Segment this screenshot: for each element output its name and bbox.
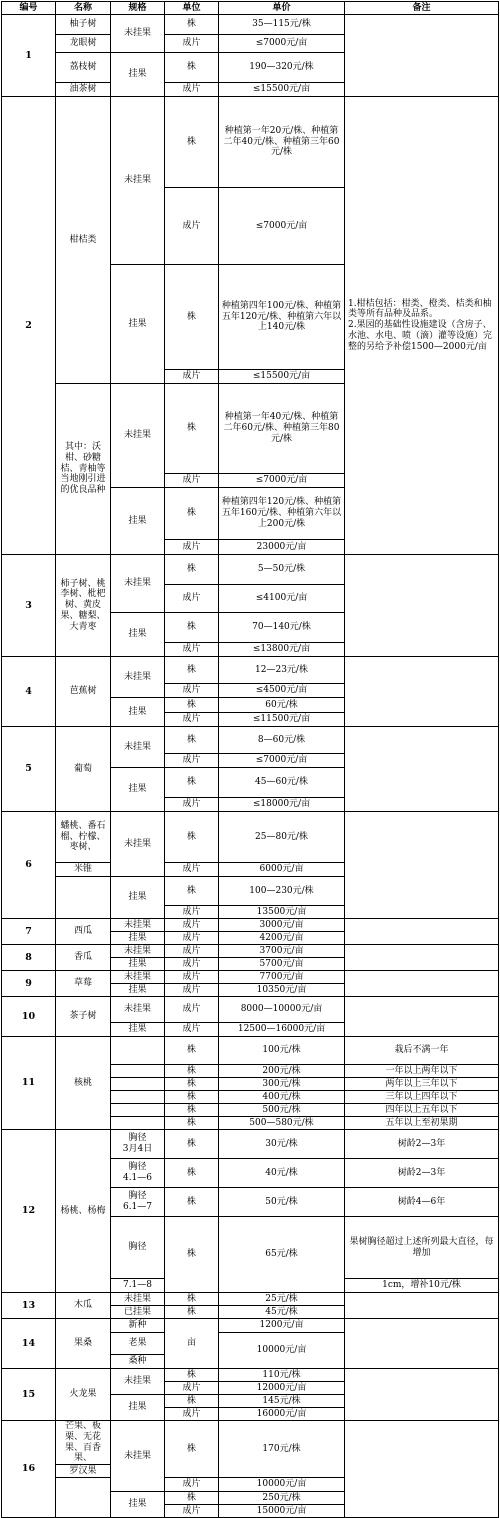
spec-cell: 未挂果 (111, 97, 165, 265)
unit-cell: 成片 (165, 984, 219, 997)
price-cell: 种植第四年100元/株、种植第五年120元/株、种植第六年以上140元/株 (219, 265, 345, 370)
note-cell: 两年以上三年以下 (345, 1078, 499, 1091)
price-cell: 250元/株 (219, 1492, 345, 1505)
unit-cell: 株 (165, 1188, 219, 1217)
table-row (2, 15, 499, 35)
unit-cell: 株 (165, 1104, 219, 1117)
spec-cell (111, 1117, 165, 1130)
price-cell: 45—60元/株 (219, 768, 345, 798)
item-name: 米锥 (56, 863, 111, 877)
spec-cell (111, 1037, 165, 1065)
table-row (2, 97, 499, 188)
spec-cell: 挂果 (111, 984, 165, 997)
note-cell: 三年以上四年以下 (345, 1091, 499, 1104)
note-cell: 五年以上至初果期 (345, 1117, 499, 1130)
spec-cell: 未挂果 (111, 384, 165, 488)
spec-cell: 未挂果 (111, 657, 165, 698)
table-row (2, 1319, 499, 1333)
note-cell (345, 15, 499, 97)
price-cell: ≤4500元/亩 (219, 684, 345, 698)
price-cell: 30元/株 (219, 1130, 345, 1159)
item-name: 柿子树、桃李树、枇杷树、黄皮果、糖梨、大青枣 (56, 555, 111, 657)
row-number: 1 (2, 15, 56, 97)
unit-cell: 株 (165, 1078, 219, 1091)
spec-cell: 挂果 (111, 1492, 165, 1518)
price-cell: 12500—16000元/亩 (219, 1023, 345, 1037)
price-cell: 100元/株 (219, 1037, 345, 1065)
spec-cell: 未挂果 (111, 1369, 165, 1395)
price-cell: 10000元/亩 (219, 1333, 345, 1369)
note-cell (345, 945, 499, 971)
price-cell: 4200元/亩 (219, 932, 345, 945)
unit-cell: 成片 (165, 932, 219, 945)
note-cell: 1cm，增补10元/株 (345, 1279, 499, 1293)
row-number: 12 (2, 1130, 56, 1293)
price-cell: ≤15500元/亩 (219, 83, 345, 97)
unit-cell: 成片 (165, 684, 219, 698)
spec-cell: 老果 (111, 1333, 165, 1355)
unit-cell: 成片 (165, 863, 219, 877)
unit-cell: 成片 (165, 474, 219, 488)
spec-cell: 挂果 (111, 768, 165, 812)
note-cell (345, 997, 499, 1037)
unit-cell: 株 (165, 877, 219, 906)
table-row (2, 555, 499, 585)
price-cell: 70—140元/株 (219, 613, 345, 643)
unit-cell: 株 (165, 1395, 219, 1408)
unit-cell: 成片 (165, 1408, 219, 1421)
unit-cell: 株 (165, 1492, 219, 1505)
unit-cell: 株 (165, 97, 219, 188)
price-cell: 12000元/亩 (219, 1382, 345, 1395)
price-cell: 15000元/亩 (219, 1505, 345, 1518)
item-name: 罗汉果 (56, 1465, 111, 1478)
row-number: 2 (2, 97, 56, 555)
header-no: 编号 (2, 2, 56, 15)
item-name: 龙眼树 (56, 35, 111, 53)
spec-cell: 未挂果 (111, 1293, 165, 1306)
unit-cell: 株 (165, 265, 219, 370)
unit-cell: 株 (165, 1217, 219, 1293)
spec-cell: 7.1—8 (111, 1279, 165, 1293)
price-cell: 25—80元/株 (219, 812, 345, 863)
price-cell: 5—50元/株 (219, 555, 345, 585)
row-number: 15 (2, 1369, 56, 1421)
price-cell: 5700元/亩 (219, 958, 345, 971)
item-name: 芭蕉树 (56, 657, 111, 727)
price-cell: ≤11500元/亩 (219, 713, 345, 727)
note-cell (345, 1369, 499, 1421)
table-row (2, 727, 499, 754)
unit-cell: 株 (165, 1306, 219, 1319)
item-name: 其中：沃柑、砂糖桔、青柚等当地刚引进的优良品种 (56, 384, 111, 555)
price-cell: 25元/株 (219, 1293, 345, 1306)
price-cell: 23000元/亩 (219, 540, 345, 555)
note-cell (345, 971, 499, 997)
spec-cell: 未挂果 (111, 1421, 165, 1492)
spec-cell: 未挂果 (111, 555, 165, 613)
spec-cell (111, 1091, 165, 1104)
item-name: 芒果、板栗、无花果、百香果、 (56, 1421, 111, 1465)
item-name: 木瓜 (56, 1293, 111, 1319)
unit-cell: 株 (165, 657, 219, 684)
price-cell: 190—320元/株 (219, 53, 345, 83)
item-name: 香瓜 (56, 945, 111, 971)
price-cell: 13500元/亩 (219, 906, 345, 919)
price-cell: 10350元/亩 (219, 984, 345, 997)
unit-cell: 成片 (165, 754, 219, 768)
price-cell: 10000元/亩 (219, 1478, 345, 1492)
table-row (2, 1369, 499, 1382)
row-number: 13 (2, 1293, 56, 1319)
unit-cell: 成片 (165, 997, 219, 1023)
unit-cell: 株 (165, 1421, 219, 1478)
spec-cell: 挂果 (111, 932, 165, 945)
item-name: 葡萄 (56, 727, 111, 812)
spec-cell: 未挂果 (111, 971, 165, 984)
item-name: 草莓 (56, 971, 111, 997)
spec-cell: 未挂果 (111, 15, 165, 53)
unit-cell: 成片 (165, 798, 219, 812)
unit-cell: 成片 (165, 35, 219, 53)
note-cell (345, 1319, 499, 1369)
spec-cell (111, 1104, 165, 1117)
note-cell (345, 812, 499, 919)
row-number: 3 (2, 555, 56, 657)
price-cell: 65元/株 (219, 1217, 345, 1293)
note-cell (345, 657, 499, 727)
row-number: 4 (2, 657, 56, 727)
spec-cell: 未挂果 (111, 812, 165, 877)
price-cell: ≤18000元/亩 (219, 798, 345, 812)
spec-cell: 挂果 (111, 877, 165, 919)
spec-cell: 未挂果 (111, 997, 165, 1023)
item-name: 茶子树 (56, 997, 111, 1037)
unit-cell: 株 (165, 53, 219, 83)
table-row (2, 997, 499, 1023)
header-spec: 规格 (111, 2, 165, 15)
item-name-blank (56, 877, 111, 919)
row-number: 8 (2, 945, 56, 971)
unit-cell: 株 (165, 1065, 219, 1078)
table-row (2, 971, 499, 984)
price-cell: 500—580元/株 (219, 1117, 345, 1130)
unit-cell: 株 (165, 812, 219, 863)
note-cell (345, 727, 499, 812)
note-cell (345, 919, 499, 945)
header-name: 名称 (56, 2, 111, 15)
spec-cell: 挂果 (111, 1023, 165, 1037)
spec-cell: 胸径 4.1—6 (111, 1159, 165, 1188)
price-cell: 500元/株 (219, 1104, 345, 1117)
unit-cell: 成片 (165, 713, 219, 727)
table-row (2, 945, 499, 958)
note-cell (345, 555, 499, 657)
note-cell: 1.柑桔包括：柑类、橙类、桔类和柚类等所有品种及品系。 2.果园的基础性设施建设（含房子、水池、水电、喷（滴）灌等设施）完整的另给予补偿1500—2000元/亩 (345, 97, 499, 555)
unit-cell: 株 (165, 1369, 219, 1382)
price-cell: 50元/株 (219, 1188, 345, 1217)
unit-cell: 株 (165, 1117, 219, 1130)
table-row (2, 812, 499, 863)
item-name: 柚子树 (56, 15, 111, 35)
price-cell: 400元/株 (219, 1091, 345, 1104)
note-cell: 四年以上五年以下 (345, 1104, 499, 1117)
spec-cell: 挂果 (111, 958, 165, 971)
price-cell: 1200元/亩 (219, 1319, 345, 1333)
price-cell: 3700元/亩 (219, 945, 345, 958)
price-cell: 12—23元/株 (219, 657, 345, 684)
price-cell: 200元/株 (219, 1065, 345, 1078)
spec-cell: 挂果 (111, 265, 165, 384)
unit-cell: 株 (165, 488, 219, 540)
item-name: 杨桃、杨梅 (56, 1130, 111, 1293)
unit-cell: 成片 (165, 585, 219, 613)
price-cell: ≤13800元/亩 (219, 643, 345, 657)
spec-cell: 胸径 3月4日 (111, 1130, 165, 1159)
unit-cell: 成片 (165, 958, 219, 971)
note-cell: 一年以上两年以下 (345, 1065, 499, 1078)
spec-cell (111, 1078, 165, 1091)
price-cell: 45元/株 (219, 1306, 345, 1319)
price-cell: 种植第一年20元/株、种植第二年40元/株、种植第三年60元/株 (219, 97, 345, 188)
unit-cell: 成片 (165, 919, 219, 932)
note-cell: 果树胸径超过上述所列最大直径，每增加 (345, 1217, 499, 1279)
table-row (2, 657, 499, 684)
unit-cell: 株 (165, 1293, 219, 1306)
spec-cell: 新种 (111, 1319, 165, 1333)
price-cell: 16000元/亩 (219, 1408, 345, 1421)
spec-cell: 挂果 (111, 1395, 165, 1421)
price-cell: ≤4100元/亩 (219, 585, 345, 613)
spec-cell (111, 1065, 165, 1078)
item-name: 柑桔类 (56, 97, 111, 384)
unit-cell: 成片 (165, 945, 219, 958)
header-note: 备注 (345, 2, 499, 15)
spec-cell: 挂果 (111, 698, 165, 727)
price-cell: 35—115元/株 (219, 15, 345, 35)
row-number: 7 (2, 919, 56, 945)
unit-cell: 株 (165, 768, 219, 798)
spec-cell: 桑种 (111, 1355, 165, 1369)
unit-cell: 成片 (165, 1478, 219, 1492)
unit-cell: 株 (165, 1091, 219, 1104)
price-cell: 40元/株 (219, 1159, 345, 1188)
price-cell: 145元/株 (219, 1395, 345, 1408)
price-cell: 300元/株 (219, 1078, 345, 1091)
unit-cell: 株 (165, 555, 219, 585)
spec-cell: 未挂果 (111, 919, 165, 932)
spec-cell: 胸径 6.1—7 (111, 1188, 165, 1217)
table-row (2, 919, 499, 932)
note-cell: 树龄2—3年 (345, 1159, 499, 1188)
spec-cell: 未挂果 (111, 945, 165, 958)
unit-cell: 成片 (165, 1382, 219, 1395)
table-row (2, 1421, 499, 1465)
row-number: 6 (2, 812, 56, 919)
note-cell: 栽后不满一年 (345, 1037, 499, 1065)
spec-cell: 挂果 (111, 488, 165, 555)
unit-cell: 成片 (165, 1505, 219, 1518)
header-unit: 单位 (165, 2, 219, 15)
item-name: 油茶树 (56, 83, 111, 97)
price-cell: 100—230元/株 (219, 877, 345, 906)
unit-cell: 成片 (165, 906, 219, 919)
item-name-blank (56, 1478, 111, 1518)
table-row (2, 1130, 499, 1159)
price-cell: 110元/株 (219, 1369, 345, 1382)
compensation-price-table (1, 1, 499, 1518)
row-number: 10 (2, 997, 56, 1037)
spec-cell: 已挂果 (111, 1306, 165, 1319)
item-name: 荔枝树 (56, 53, 111, 83)
spec-cell: 未挂果 (111, 727, 165, 768)
price-cell: 种植第四年120元/株、种植第五年160元/株、种植第六年以上200元/株 (219, 488, 345, 540)
table-row (2, 1037, 499, 1065)
unit-cell: 株 (165, 1037, 219, 1065)
note-cell: 树龄4—6年 (345, 1188, 499, 1217)
unit-cell: 株 (165, 1159, 219, 1188)
unit-cell: 株 (165, 698, 219, 713)
unit-cell: 株 (165, 727, 219, 754)
unit-cell: 成片 (165, 1023, 219, 1037)
item-name: 火龙果 (56, 1369, 111, 1421)
spec-cell: 胸径 (111, 1217, 165, 1279)
row-number: 9 (2, 971, 56, 997)
row-number: 14 (2, 1319, 56, 1369)
price-cell: ≤7000元/亩 (219, 188, 345, 265)
item-name: 核桃 (56, 1037, 111, 1130)
header-row (2, 2, 499, 15)
unit-cell: 成片 (165, 188, 219, 265)
unit-cell: 亩 (165, 1319, 219, 1369)
price-cell: 3000元/亩 (219, 919, 345, 932)
row-number: 16 (2, 1421, 56, 1518)
header-price: 单价 (219, 2, 345, 15)
unit-cell: 株 (165, 384, 219, 474)
row-number: 5 (2, 727, 56, 812)
price-cell: 6000元/亩 (219, 863, 345, 877)
row-number: 11 (2, 1037, 56, 1130)
unit-cell: 成片 (165, 370, 219, 384)
note-cell (345, 1293, 499, 1319)
price-cell: 170元/株 (219, 1421, 345, 1478)
price-cell: ≤7000元/亩 (219, 35, 345, 53)
unit-cell: 成片 (165, 971, 219, 984)
unit-cell: 成片 (165, 83, 219, 97)
price-cell: 8—60元/株 (219, 727, 345, 754)
spec-cell: 挂果 (111, 53, 165, 97)
price-cell: ≤7000元/亩 (219, 474, 345, 488)
price-cell: ≤7000元/亩 (219, 754, 345, 768)
unit-cell: 成片 (165, 643, 219, 657)
price-cell: ≤15500元/亩 (219, 370, 345, 384)
item-name: 蟠桃、番石榴、柠檬、枣树、 (56, 812, 111, 863)
unit-cell: 株 (165, 15, 219, 35)
price-cell: 8000—10000元/亩 (219, 997, 345, 1023)
price-cell: 种植第一年40元/株、种植第二年60元/株、种植第三年80元/株 (219, 384, 345, 474)
unit-cell: 成片 (165, 540, 219, 555)
unit-cell: 株 (165, 1130, 219, 1159)
price-cell: 7700元/亩 (219, 971, 345, 984)
table-row (2, 1293, 499, 1306)
unit-cell: 株 (165, 613, 219, 643)
spec-cell: 挂果 (111, 613, 165, 657)
note-cell (345, 1421, 499, 1518)
price-cell: 60元/株 (219, 698, 345, 713)
note-cell: 树龄2—3年 (345, 1130, 499, 1159)
item-name: 果桑 (56, 1319, 111, 1369)
item-name: 西瓜 (56, 919, 111, 945)
